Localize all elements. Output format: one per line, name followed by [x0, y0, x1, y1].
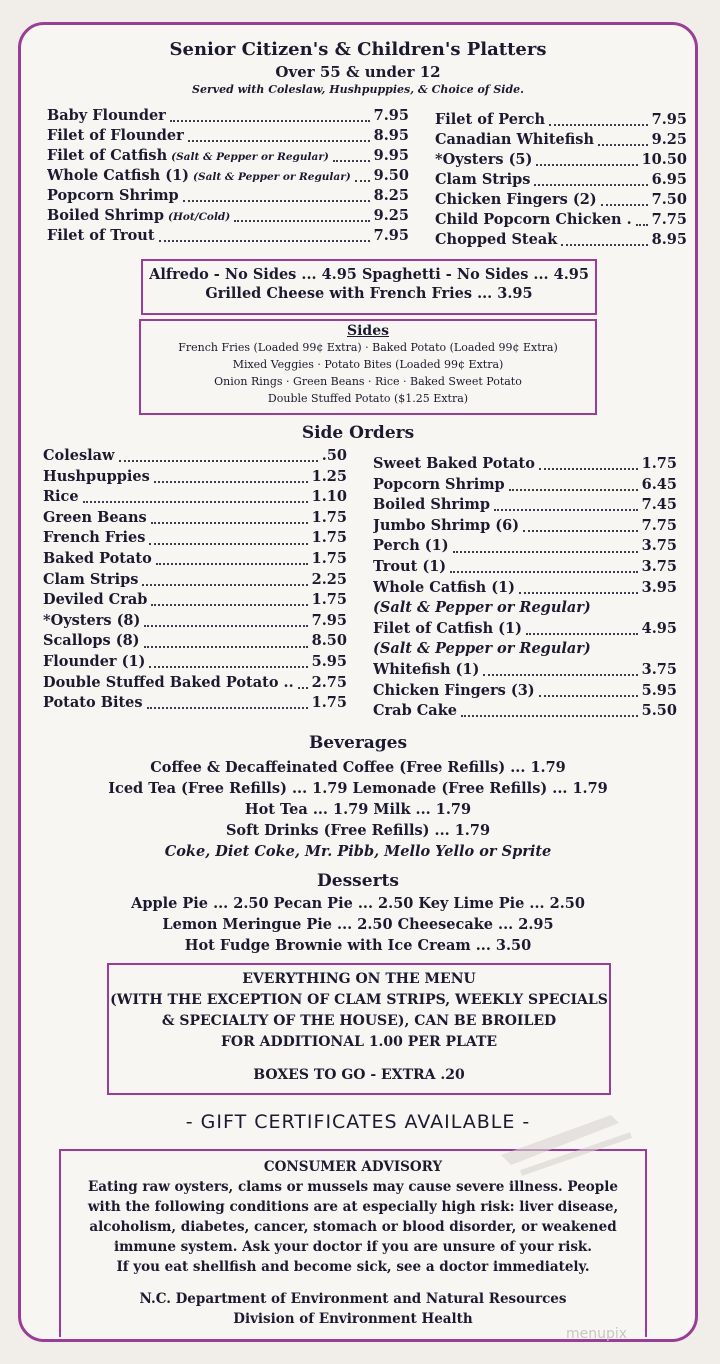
- menu-item-price: 5.50: [641, 702, 677, 720]
- no-sides-line-1: Alfredo - No Sides ... 4.95 Spaghetti - No Sides ... 4.95: [149, 266, 589, 283]
- menu-item-name: Chopped Steak: [435, 231, 558, 248]
- menu-item-name: Chicken Fingers (2): [435, 191, 597, 208]
- menu-item-row: [47, 107, 409, 127]
- dot-leader: [333, 160, 370, 162]
- no-sides-box: [141, 259, 597, 315]
- menu-item-name: Trout (1): [373, 557, 447, 575]
- dot-leader: [119, 460, 318, 462]
- menu-item-name: French Fries: [43, 529, 146, 547]
- menu-item-name: Green Beans: [43, 508, 147, 526]
- menu-item-row: [373, 661, 677, 682]
- menu-item-price: 3.95: [641, 578, 677, 596]
- menu-item-name: Filet of Catfish (1): [373, 619, 522, 637]
- menu-item-price: 9.25: [651, 131, 687, 148]
- menu-item-name: Deviled Crab: [43, 591, 148, 609]
- menu-item-row: [373, 517, 677, 538]
- dot-leader: [144, 646, 308, 648]
- menu-item-name: Filet of Catfish: [47, 147, 168, 164]
- beverages-title: Beverages: [308, 733, 408, 753]
- broil-line: (WITH THE EXCEPTION OF CLAM STRIPS, WEEKLY SPECIALS: [110, 992, 608, 1008]
- menu-item-price: 1.10: [311, 488, 347, 506]
- dot-leader: [149, 543, 307, 545]
- dot-leader: [156, 563, 308, 565]
- menu-item-name: Whole Catfish (1): [373, 578, 516, 596]
- menu-item-price: 7.50: [651, 191, 687, 208]
- menu-item-name: Baby Flounder: [47, 107, 166, 124]
- menu-item-name: Potato Bites: [43, 694, 143, 712]
- dot-leader: [461, 715, 638, 717]
- menu-item-name: Chicken Fingers (3): [373, 681, 535, 699]
- sides-line: Onion Rings · Green Beans · Rice · Baked Sweet Potato: [214, 375, 522, 388]
- dot-leader: [483, 674, 637, 676]
- menu-item-row: [43, 612, 347, 633]
- dot-leader: [147, 707, 308, 709]
- dessert-line: Apple Pie ... 2.50 Pecan Pie ... 2.50 Key Lime Pie ... 2.50: [131, 895, 585, 912]
- menu-item-name: Filet of Flounder: [47, 127, 184, 144]
- menu-item-price: 8.50: [311, 632, 347, 650]
- beverage-line: Coffee & Decaffeinated Coffee (Free Refills) ... 1.79: [150, 759, 566, 776]
- dot-leader: [509, 489, 638, 491]
- menu-item-row: [43, 488, 347, 509]
- menu-item-row: [47, 207, 409, 227]
- menu-item-name: Filet of Trout: [47, 227, 155, 244]
- menu-item-row: [47, 167, 409, 187]
- menu-item-row: [47, 127, 409, 147]
- dot-leader: [149, 666, 307, 668]
- platters-subtitle: Over 55 & under 12: [275, 63, 441, 81]
- menu-item-row: [435, 131, 687, 151]
- menu-item-price: 1.75: [311, 591, 347, 609]
- beverage-line: Iced Tea (Free Refills) ... 1.79 Lemonade (Free Refills) ... 1.79: [108, 780, 608, 797]
- menu-item-price: 4.95: [641, 619, 677, 637]
- menu-item-name: Rice: [43, 488, 79, 506]
- menu-item-row: [373, 537, 677, 558]
- beverage-line: Hot Tea ... 1.79 Milk ... 1.79: [244, 801, 472, 818]
- advisory-line: with the following conditions are at especially high risk: liver disease,: [87, 1199, 619, 1215]
- menu-item-row: [373, 579, 677, 600]
- menu-item-price: 9.50: [373, 167, 409, 184]
- menu-item-price: 7.95: [651, 111, 687, 128]
- dot-leader: [355, 180, 370, 182]
- menu-item-row: [373, 455, 677, 476]
- menu-item-name: Clam Strips: [43, 570, 139, 588]
- dot-leader: [144, 625, 307, 627]
- menu-item-row: [435, 111, 687, 131]
- menu-item-price: 7.75: [651, 211, 687, 228]
- dot-leader: [494, 509, 638, 511]
- menu-item-price: 7.95: [373, 107, 409, 124]
- menu-item-price: 6.45: [641, 475, 677, 493]
- advisory-line: Eating raw oysters, clams or mussels may cause severe illness. People: [88, 1179, 618, 1195]
- menu-item-row: [435, 211, 687, 231]
- side-orders-right-column: [373, 455, 677, 723]
- gift-certificates-banner: - GIFT CERTIFICATES AVAILABLE -: [185, 1111, 531, 1133]
- menu-item-note: (Salt & Pepper or Regular): [171, 151, 329, 163]
- menu-item-price: 9.95: [373, 147, 409, 164]
- no-sides-line-2: Grilled Cheese with French Fries ... 3.95: [205, 285, 533, 302]
- menu-item-row: [43, 632, 347, 653]
- beverage-line: Soft Drinks (Free Refills) ... 1.79: [225, 822, 491, 839]
- broil-line: FOR ADDITIONAL 1.00 PER PLATE: [220, 1034, 498, 1050]
- dot-leader: [159, 240, 370, 242]
- broil-line: EVERYTHING ON THE MENU: [242, 971, 476, 987]
- menu-item-row: [47, 147, 409, 167]
- menu-item-row: [43, 447, 347, 468]
- broil-notice-box: [107, 963, 611, 1095]
- menu-item-row: [43, 550, 347, 571]
- dot-leader: [450, 571, 638, 573]
- dot-leader: [83, 501, 308, 503]
- sides-line: Double Stuffed Potato ($1.25 Extra): [267, 392, 469, 405]
- menu-item-name: Child Popcorn Chicken .: [435, 211, 632, 228]
- menu-item-name: Double Stuffed Baked Potato ..: [43, 673, 294, 691]
- menu-item-name: Boiled Shrimp: [373, 496, 490, 514]
- dot-leader: [519, 592, 638, 594]
- fork-knife-watermark-icon: [491, 1095, 641, 1185]
- menu-item-name: *Oysters (5): [435, 151, 533, 168]
- menu-item-name: Sweet Baked Potato: [373, 455, 535, 472]
- menu-item-name: Baked Potato: [43, 549, 152, 567]
- advisory-title: CONSUMER ADVISORY: [263, 1159, 443, 1175]
- dot-leader: [598, 144, 648, 146]
- beverage-line: Coke, Diet Coke, Mr. Pibb, Mello Yello or Sprite: [164, 843, 552, 860]
- menu-item-price: 1.75: [311, 529, 347, 547]
- menu-item-row: [373, 476, 677, 497]
- menu-item-name: Hushpuppies: [43, 467, 150, 485]
- menupix-watermark: menupix: [566, 1326, 628, 1342]
- dot-leader: [170, 120, 370, 122]
- menu-item-name: Whole Catfish (1): [47, 167, 190, 184]
- menu-item-price: 1.25: [311, 467, 347, 485]
- menu-item-price: 5.95: [311, 652, 347, 670]
- dot-leader: [142, 584, 307, 586]
- dot-leader: [154, 481, 308, 483]
- dot-leader: [601, 204, 648, 206]
- menu-item-row: [435, 151, 687, 171]
- menu-item-name: Popcorn Shrimp: [373, 475, 505, 493]
- platters-left-column: [47, 107, 409, 247]
- dot-leader: [453, 551, 638, 553]
- menu-item-name: Canadian Whitefish: [435, 131, 595, 148]
- menu-item-row: [373, 620, 677, 641]
- menu-item-row: [435, 171, 687, 191]
- menu-item-name: (Salt & Pepper or Regular): [373, 599, 591, 617]
- side-orders-left-column: [43, 447, 347, 715]
- menu-item-name: Scallops (8): [43, 632, 140, 650]
- menu-item-price: 7.75: [641, 516, 677, 534]
- dot-leader: [234, 220, 369, 222]
- menu-item-row: [47, 227, 409, 247]
- menu-item-note: (Hot/Cold): [168, 211, 231, 223]
- dot-leader: [151, 522, 308, 524]
- menu-item-price: 1.75: [641, 455, 677, 472]
- menu-item-name: (Salt & Pepper or Regular): [373, 640, 591, 658]
- menu-item-note: (Salt & Pepper or Regular): [193, 171, 351, 183]
- menu-item-row: [43, 509, 347, 530]
- advisory-line: alcoholism, diabetes, cancer, stomach or blood disorder, or weakened: [89, 1219, 617, 1235]
- dessert-line: Hot Fudge Brownie with Ice Cream ... 3.50: [184, 937, 532, 954]
- menu-item-row: [43, 674, 347, 695]
- menu-item-price: 2.75: [311, 673, 347, 691]
- menu-item-name: Popcorn Shrimp: [47, 187, 179, 204]
- menu-item-name: Jumbo Shrimp (6): [373, 516, 520, 534]
- menu-item-price: 1.75: [311, 694, 347, 712]
- menu-item-price: 7.95: [311, 611, 347, 629]
- dot-leader: [188, 140, 370, 142]
- sides-line: French Fries (Loaded 99¢ Extra) · Baked Potato (Loaded 99¢ Extra): [178, 341, 558, 354]
- menu-page: [18, 22, 698, 1342]
- menu-item-name: Crab Cake: [373, 702, 457, 720]
- menu-item-price: 2.25: [311, 570, 347, 588]
- dot-leader: [561, 244, 647, 246]
- menu-item-price: 1.75: [311, 508, 347, 526]
- sides-box: [139, 319, 597, 415]
- beverages-list: [21, 757, 695, 862]
- platters-right-column: [435, 111, 687, 251]
- menu-item-price: 8.95: [651, 231, 687, 248]
- menu-item-row: [43, 694, 347, 715]
- menu-item-price: 5.95: [641, 681, 677, 699]
- menu-item-price: .50: [321, 447, 347, 464]
- dot-leader: [151, 604, 307, 606]
- menu-item-row: [47, 187, 409, 207]
- desserts-list: [21, 893, 695, 956]
- menu-item-name: Clam Strips: [435, 171, 531, 188]
- dot-leader: [539, 468, 638, 470]
- menu-item-row: [373, 496, 677, 517]
- dot-leader: [534, 184, 647, 186]
- menu-item-name: *Oysters (8): [43, 611, 141, 629]
- sides-title: Sides: [346, 323, 389, 339]
- menu-item-price: 7.45: [641, 496, 677, 514]
- sides-line: Mixed Veggies · Potato Bites (Loaded 99¢ Extra): [232, 358, 504, 371]
- menu-item-row: [435, 231, 687, 251]
- menu-item-row: [373, 599, 677, 620]
- menu-item-row: [43, 529, 347, 550]
- menu-item-name: Boiled Shrimp: [47, 207, 164, 224]
- advisory-line: immune system. Ask your doctor if you are unsure of your risk.: [114, 1239, 592, 1255]
- desserts-title: Desserts: [317, 871, 399, 891]
- dot-leader: [539, 695, 638, 697]
- dot-leader: [549, 124, 648, 126]
- menu-item-row: [373, 640, 677, 661]
- dot-leader: [536, 164, 637, 166]
- menu-item-row: [43, 591, 347, 612]
- advisory-division: Division of Environment Health: [233, 1311, 473, 1327]
- menu-item-price: 3.75: [641, 537, 677, 555]
- dot-leader: [523, 530, 638, 532]
- menu-item-name: Perch (1): [373, 537, 449, 555]
- dessert-line: Lemon Meringue Pie ... 2.50 Cheesecake ... 2.95: [162, 916, 554, 933]
- broil-line: & SPECIALTY OF THE HOUSE), CAN BE BROILED: [161, 1013, 557, 1029]
- menu-item-row: [373, 558, 677, 579]
- menu-item-price: 7.95: [373, 227, 409, 244]
- menu-item-row: [43, 571, 347, 592]
- menu-item-row: [43, 653, 347, 674]
- dot-leader: [183, 200, 370, 202]
- menu-item-price: 6.95: [651, 171, 687, 188]
- menu-item-price: 3.75: [641, 660, 677, 678]
- dot-leader: [298, 687, 308, 689]
- menu-item-name: Flounder (1): [43, 652, 146, 670]
- platters-title: Senior Citizen's & Children's Platters: [169, 39, 547, 60]
- menu-item-name: Filet of Perch: [435, 111, 545, 128]
- menu-item-price: 10.50: [641, 151, 687, 168]
- menu-item-row: [373, 682, 677, 703]
- menu-item-price: 8.95: [373, 127, 409, 144]
- menu-item-row: [373, 702, 677, 723]
- menu-item-name: Whitefish (1): [373, 660, 480, 678]
- platters-served-with: Served with Coleslaw, Hushpuppies, & Choice of Side.: [192, 83, 524, 96]
- menu-item-price: 1.75: [311, 549, 347, 567]
- menu-item-name: Coleslaw: [43, 447, 115, 464]
- dot-leader: [526, 633, 638, 635]
- boxes-to-go: BOXES TO GO - EXTRA .20: [253, 1067, 465, 1083]
- menu-item-price: 3.75: [641, 557, 677, 575]
- menu-item-price: 8.25: [373, 187, 409, 204]
- advisory-department: N.C. Department of Environment and Natural Resources: [139, 1291, 567, 1307]
- menu-item-price: 9.25: [373, 207, 409, 224]
- menu-item-row: [43, 468, 347, 489]
- side-orders-title: Side Orders: [301, 423, 415, 443]
- advisory-line: If you eat shellfish and become sick, see a doctor immediately.: [116, 1259, 590, 1275]
- dot-leader: [636, 224, 648, 226]
- menu-item-row: [435, 191, 687, 211]
